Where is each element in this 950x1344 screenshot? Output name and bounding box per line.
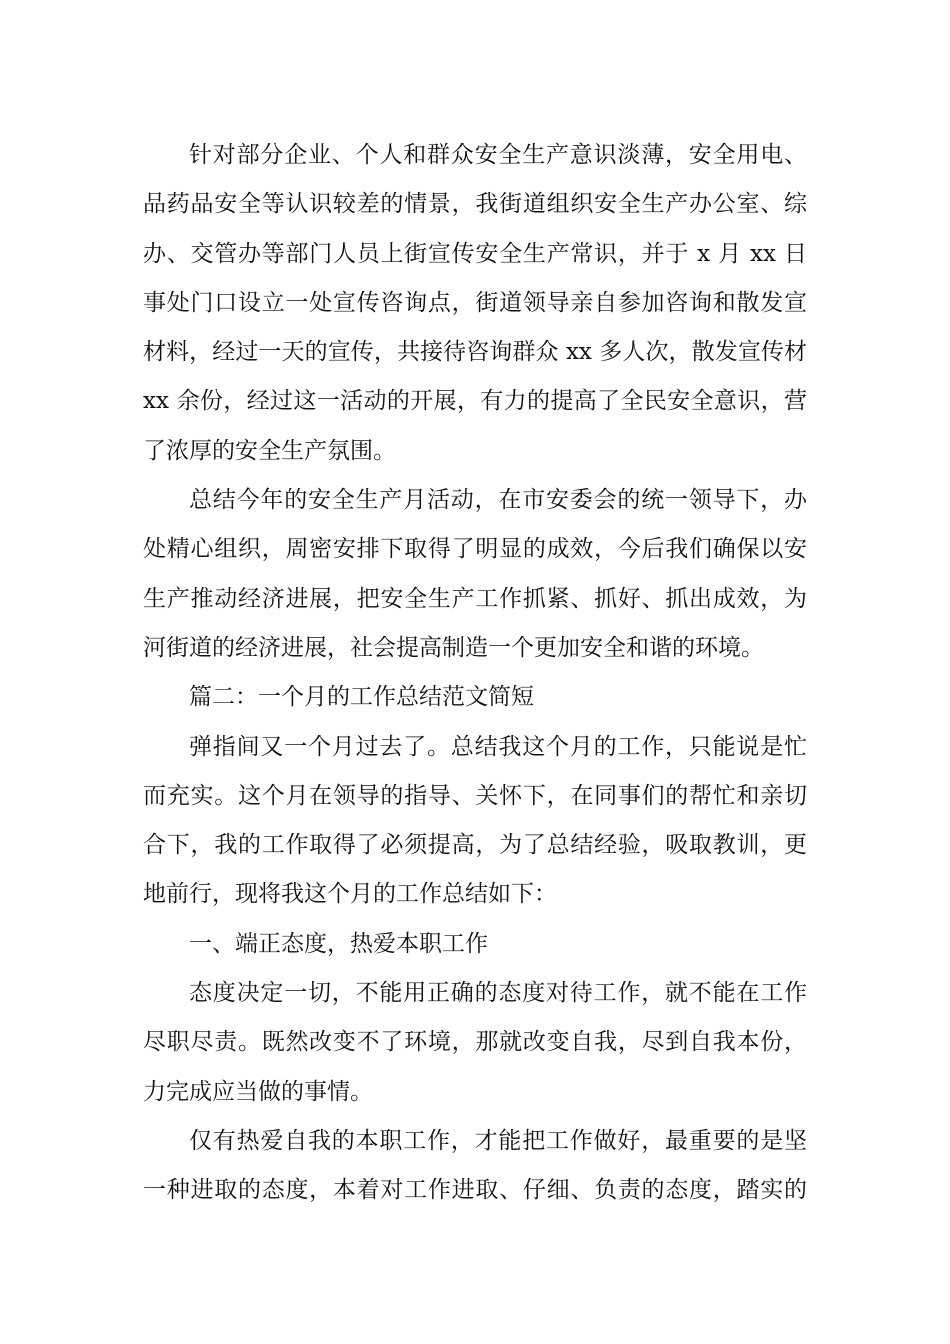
paragraph-7: [143, 1117, 807, 1216]
text-line: 生产推动经济进展，把安全生产工作抓紧、抓好、抓出成效，为: [143, 585, 807, 612]
text-line: 态度决定一切，不能用正确的态度对待工作，就不能在工作: [189, 980, 807, 1007]
text-line: 处精心组织，周密安排下取得了明显的成效，今后我们确保以安: [143, 536, 807, 563]
text-line: 事处门口设立一处宣传咨询点，街道领导亲自参加咨询和散发宣: [143, 289, 807, 316]
text-line: 弹指间又一个月过去了。总结我这个月的工作，只能说是忙: [189, 733, 807, 760]
subheading-one: [143, 920, 807, 969]
text-line: 而充实。这个月在领导的指导、关怀下，在同事们的帮忙和亲切: [143, 782, 807, 809]
paragraph-6: [143, 969, 807, 1117]
document-body: [143, 131, 807, 1216]
text-line: 河街道的经济进展，社会提高制造一个更加安全和谐的环境。: [143, 634, 764, 661]
text-line: 材料，经过一天的宣传，共接待咨询群众 xx 多人次，散发宣传材: [143, 339, 807, 366]
text-line: 仅有热爱自我的本职工作，才能把工作做好，最重要的是坚: [189, 1127, 807, 1154]
paragraph-4: [143, 723, 807, 920]
heading-line: 一、端正态度，热爱本职工作: [189, 930, 488, 957]
text-line: 品药品安全等认识较差的情景，我街道组织安全生产办公室、综: [143, 191, 807, 218]
paragraph-1: [143, 131, 807, 476]
paragraph-2: [143, 476, 807, 673]
text-line: 针对部分企业、个人和群众安全生产意识淡薄，安全用电、: [189, 142, 807, 168]
text-line: xx 余份，经过这一活动的开展，有力的提高了全民安全意识，营: [143, 388, 807, 415]
text-line: 合下，我的工作取得了必须提高，为了总结经验，吸取教训，更: [143, 832, 807, 859]
text-line: 总结今年的安全生产月活动，在市安委会的统一领导下，办: [189, 487, 807, 514]
heading-line: 篇二：一个月的工作总结范文简短: [189, 684, 534, 711]
text-line: 办、交管办等部门人员上街宣传安全生产常识，并于 x 月 xx 日: [143, 240, 807, 267]
text-line: 一种进取的态度，本着对工作进取、仔细、负责的态度，踏实的: [143, 1177, 807, 1204]
text-line: 力完成应当做的事情。: [143, 1078, 373, 1105]
text-line: 了浓厚的安全生产氛围。: [143, 437, 396, 464]
section-heading-part-two: [143, 673, 807, 722]
text-line: 地前行，现将我这个月的工作总结如下：: [143, 881, 557, 908]
text-line: 尽职尽责。既然改变不了环境，那就改变自我，尽到自我本份，: [143, 1029, 807, 1056]
